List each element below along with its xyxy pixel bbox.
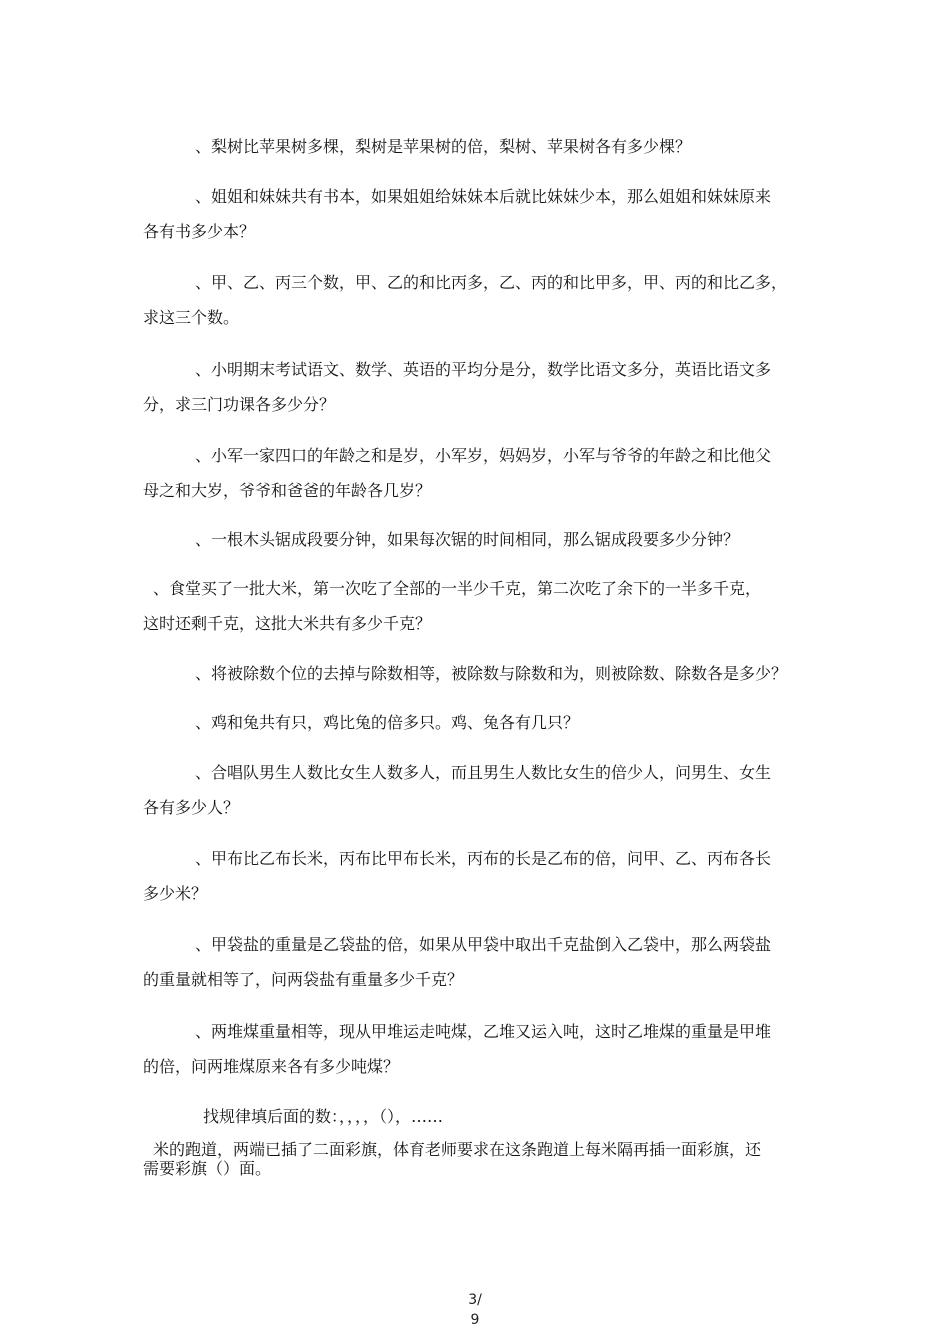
problem-12 bbox=[143, 932, 813, 992]
problem-12-line-2: 的重量就相等了，问两袋盐有重量多少千克？ bbox=[143, 970, 464, 989]
problem-2-line-2: 各有书多少本？ bbox=[143, 222, 256, 241]
flag-question bbox=[143, 1140, 823, 1178]
problem-7-line-1: 、食堂买了一批大米，第一次吃了全部的一半少千克，第二次吃了余下的一半多千克， bbox=[153, 579, 762, 598]
problem-3-line-2: 求这三个数。 bbox=[143, 308, 240, 327]
problem-1-line-1: 、梨树比苹果树多棵，梨树是苹果树的倍，梨树、苹果树各有多少棵？ bbox=[195, 137, 692, 156]
problem-8 bbox=[143, 661, 813, 687]
flag-question-line-2: 需要彩旗（）面。 bbox=[143, 1159, 272, 1178]
problem-5-line-1: 、小军一家四口的年龄之和是岁，小军岁，妈妈岁，小军与爷爷的年龄之和比他父 bbox=[195, 446, 772, 465]
page-number-current: 3/ bbox=[468, 1292, 482, 1308]
problem-3 bbox=[143, 270, 813, 330]
page-number bbox=[455, 1290, 495, 1330]
problem-12-line-1: 、甲袋盐的重量是乙袋盐的倍，如果从甲袋中取出千克盐倒入乙袋中，那么两袋盐 bbox=[195, 935, 772, 954]
problem-9-line-1: 、鸡和兔共有只，鸡比兔的倍多只。鸡、兔各有几只？ bbox=[195, 713, 580, 732]
problem-7 bbox=[143, 576, 813, 636]
problem-5-line-2: 母之和大岁，爷爷和爸爸的年龄各几岁？ bbox=[143, 481, 432, 500]
problem-2-line-1: 、姐姐和妹妹共有书本，如果姐姐给妹妹本后就比妹妹少本，那么姐姐和妹妹原来 bbox=[195, 187, 772, 206]
flag-question-line-1: 米的跑道，两端已插了二面彩旗，体育老师要求在这条跑道上每米隔再插一面彩旗，还 bbox=[153, 1140, 762, 1159]
problem-11-line-1: 、甲布比乙布长米，丙布比甲布长米，丙布的长是乙布的倍，问甲、乙、丙布各长 bbox=[195, 849, 772, 868]
problem-11 bbox=[143, 846, 813, 906]
page-number-total: 9 bbox=[470, 1312, 480, 1328]
problem-5 bbox=[143, 443, 813, 503]
problem-10-line-1: 、合唱队男生人数比女生人数多人，而且男生人数比女生的倍少人，问男生、女生 bbox=[195, 763, 772, 782]
problem-8-line-1: 、将被除数个位的去掉与除数相等，被除数与除数和为，则被除数、除数各是多少？ bbox=[195, 664, 788, 683]
problem-10 bbox=[143, 760, 813, 820]
problem-13-line-2: 的倍，问两堆煤原来各有多少吨煤？ bbox=[143, 1057, 400, 1076]
problem-3-line-1: 、甲、乙、丙三个数，甲、乙的和比丙多，乙、丙的和比甲多，甲、丙的和比乙多， bbox=[195, 273, 788, 292]
problem-7-line-2: 这时还剩千克，这批大米共有多少千克？ bbox=[143, 614, 432, 633]
problem-4-line-2: 分，求三门功课各多少分？ bbox=[143, 395, 336, 414]
problem-1 bbox=[143, 134, 813, 160]
problem-13-line-1: 、两堆煤重量相等，现从甲堆运走吨煤，乙堆又运入吨，这时乙堆煤的重量是甲堆 bbox=[195, 1022, 772, 1041]
problem-4 bbox=[143, 357, 813, 417]
problem-6 bbox=[143, 527, 813, 553]
pattern-question: 找规律填后面的数：，，，，（），…… bbox=[203, 1107, 444, 1126]
problem-2 bbox=[143, 184, 813, 244]
problem-10-line-2: 各有多少人？ bbox=[143, 798, 240, 817]
problem-11-line-2: 多少米？ bbox=[143, 884, 208, 903]
problem-4-line-1: 、小明期末考试语文、数学、英语的平均分是分，数学比语文多分，英语比语文多 bbox=[195, 360, 772, 379]
problem-9 bbox=[143, 710, 813, 736]
problem-6-line-1: 、一根木头锯成段要分钟，如果每次锯的时间相同，那么锯成段要多少分钟？ bbox=[195, 530, 740, 549]
problem-13 bbox=[143, 1019, 813, 1079]
